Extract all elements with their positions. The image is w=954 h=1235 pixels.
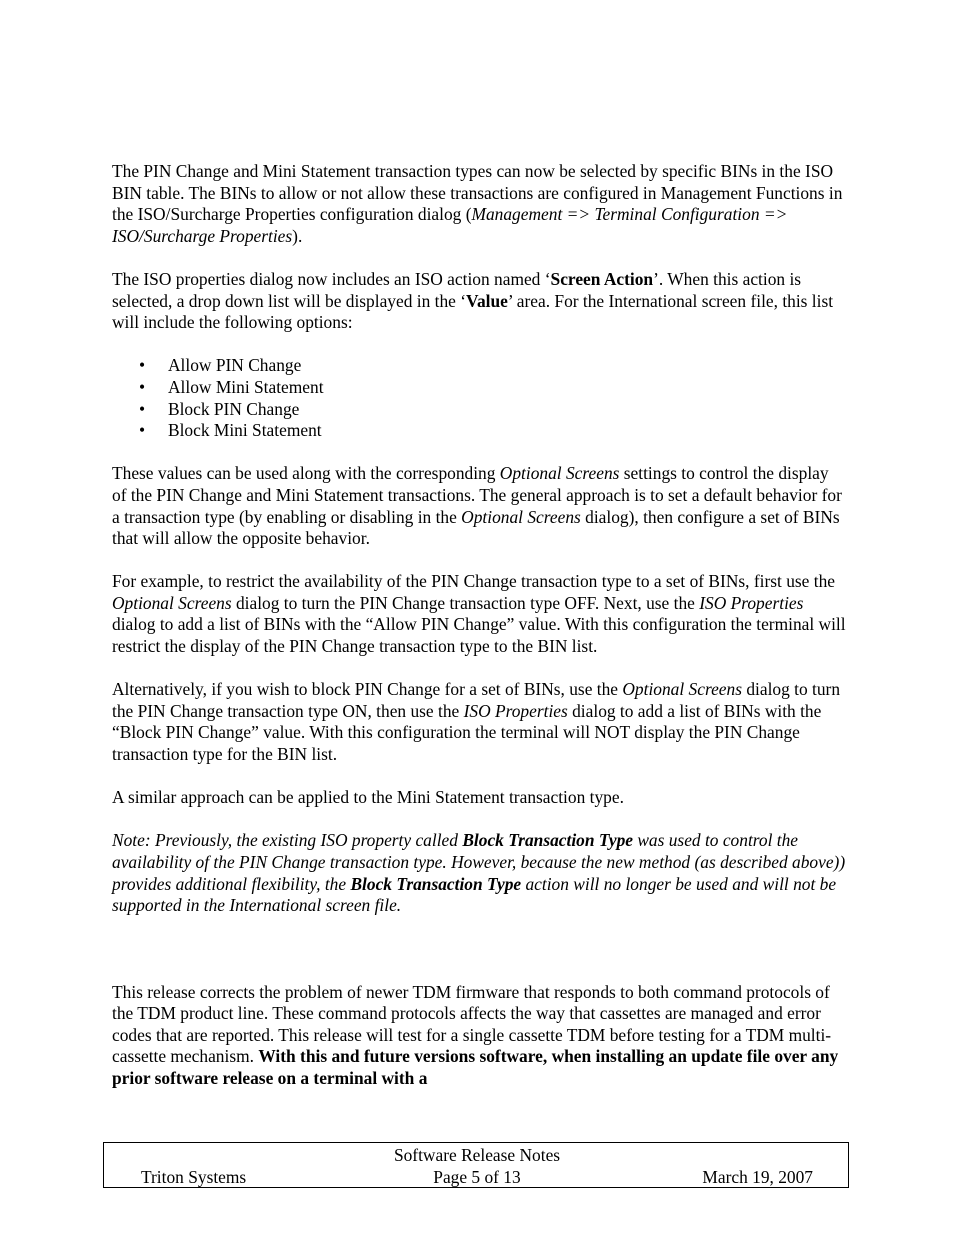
list-item-label: Block PIN Change [168,398,300,419]
text: settings to control the display of the PIN Change and Mini Statement transactions. The general approach is to set a default behavior for a transaction type (by enabling or disabling in the [112,463,842,527]
italic-term: Optional Screens [499,463,620,484]
italic-term: ISO Properties [463,700,568,721]
footer-date: March 19, 2007 [702,1167,813,1187]
note-italic [112,830,845,915]
text: ). [292,225,303,246]
italic-term: Optional Screens [461,506,581,527]
text: The ISO properties dialog now includes an ISO action named ‘ [112,268,551,289]
text: ’ area. For the International screen file, this list will include the following options: [112,290,834,333]
text: ’. When this action is selected, a drop down list will be displayed in the ‘ [112,268,802,311]
bullet: • [139,355,146,376]
italic-term: ISO Properties [699,592,804,613]
paragraph-optional-screens [112,463,847,549]
text: For example, to restrict the availability of the PIN Change transaction type to a set of BINs, first use the [112,571,835,592]
list-item-label: Allow Mini Statement [168,376,324,397]
text: was used to control the availability of the PIN Change transaction type. However, because the new method (as described above)) provides additional flexibility, the [112,830,846,894]
paragraph-example-restrict [112,571,847,657]
bold-term-screen-action: Screen Action [550,268,654,289]
screen-action-options-list [112,355,847,441]
paragraph-mini-statement: A similar approach can be applied to the Mini Statement transaction type. [112,787,624,808]
italic-term: Optional Screens [112,592,232,613]
bold-term-block-transaction-type: Block Transaction Type [462,830,633,851]
paragraph-pin-mini-bins [112,161,847,247]
footer-company: Triton Systems [141,1167,247,1187]
document-body [112,161,847,1111]
list-item-label: Block Mini Statement [168,420,322,441]
text: Alternatively, if you wish to block PIN Change for a set of BINs, use the [112,679,623,700]
bold-term-value: Value [466,290,508,311]
list-item [112,399,847,421]
text: action will no longer be used and will not be supported in the International screen file. [112,873,837,916]
list-item-label: Allow PIN Change [168,355,302,376]
list-item [112,355,847,377]
text: dialog to add a list of BINs with the “Allow PIN Change” value. With this configuration the terminal will restrict the display of the PIN Change transaction type to the BIN list. [112,614,846,657]
footer-document-title: Software Release Notes [393,1145,561,1165]
text: This release corrects the problem of newer TDM firmware that responds to both command protocols of the TDM product line. These command protocols affects the way that cassettes are managed and error codes that are reported. This release will test for a single cassette TDM before testing for a TDM multi-cassette mechanism. [112,981,832,1067]
text: The PIN Change and Mini Statement transaction types can now be selected by specific BINs in the ISO BIN table. The BINs to allow or not allow these transactions are configured in Management Functions in the ISO/Surcharge Properties configuration dialog ( [112,161,843,225]
text: dialog to turn the PIN Change transaction type ON, then use the [112,679,841,721]
page-footer [103,1142,849,1188]
list-item [112,420,847,442]
italic-term: Optional Screens [622,679,742,700]
note-paragraph [112,830,847,916]
text: Note: Previously, the existing ISO property called [112,830,463,851]
list-item [112,377,847,399]
text: dialog to add a list of BINs with the “Block PIN Change” value. With this configuration the terminal will NOT display the PIN Change transaction type for the BIN list. [112,700,822,765]
text: dialog), then configure a set of BINs that will allow the opposite behavior. [112,506,840,549]
section-gap [112,938,847,981]
bullet: • [139,376,146,397]
bold-term-block-transaction-type: Block Transaction Type [350,873,522,894]
bullet: • [139,420,146,441]
footer-page-number: Page 5 of 13 [433,1167,521,1187]
menu-path: Management => Terminal Configuration => ISO/Surcharge Properties [112,204,788,246]
text: These values can be used along with the corresponding [112,463,500,484]
bold-warning-text: With this and future versions software, when installing an update file over any prior software release on a terminal with a [112,1046,839,1088]
paragraph-alternative-block [112,679,847,765]
bullet: • [139,398,146,419]
paragraph-tdm-firmware [112,982,847,1090]
paragraph-screen-action [112,269,847,334]
text: dialog to turn the PIN Change transaction type OFF. Next, use the [231,592,700,613]
